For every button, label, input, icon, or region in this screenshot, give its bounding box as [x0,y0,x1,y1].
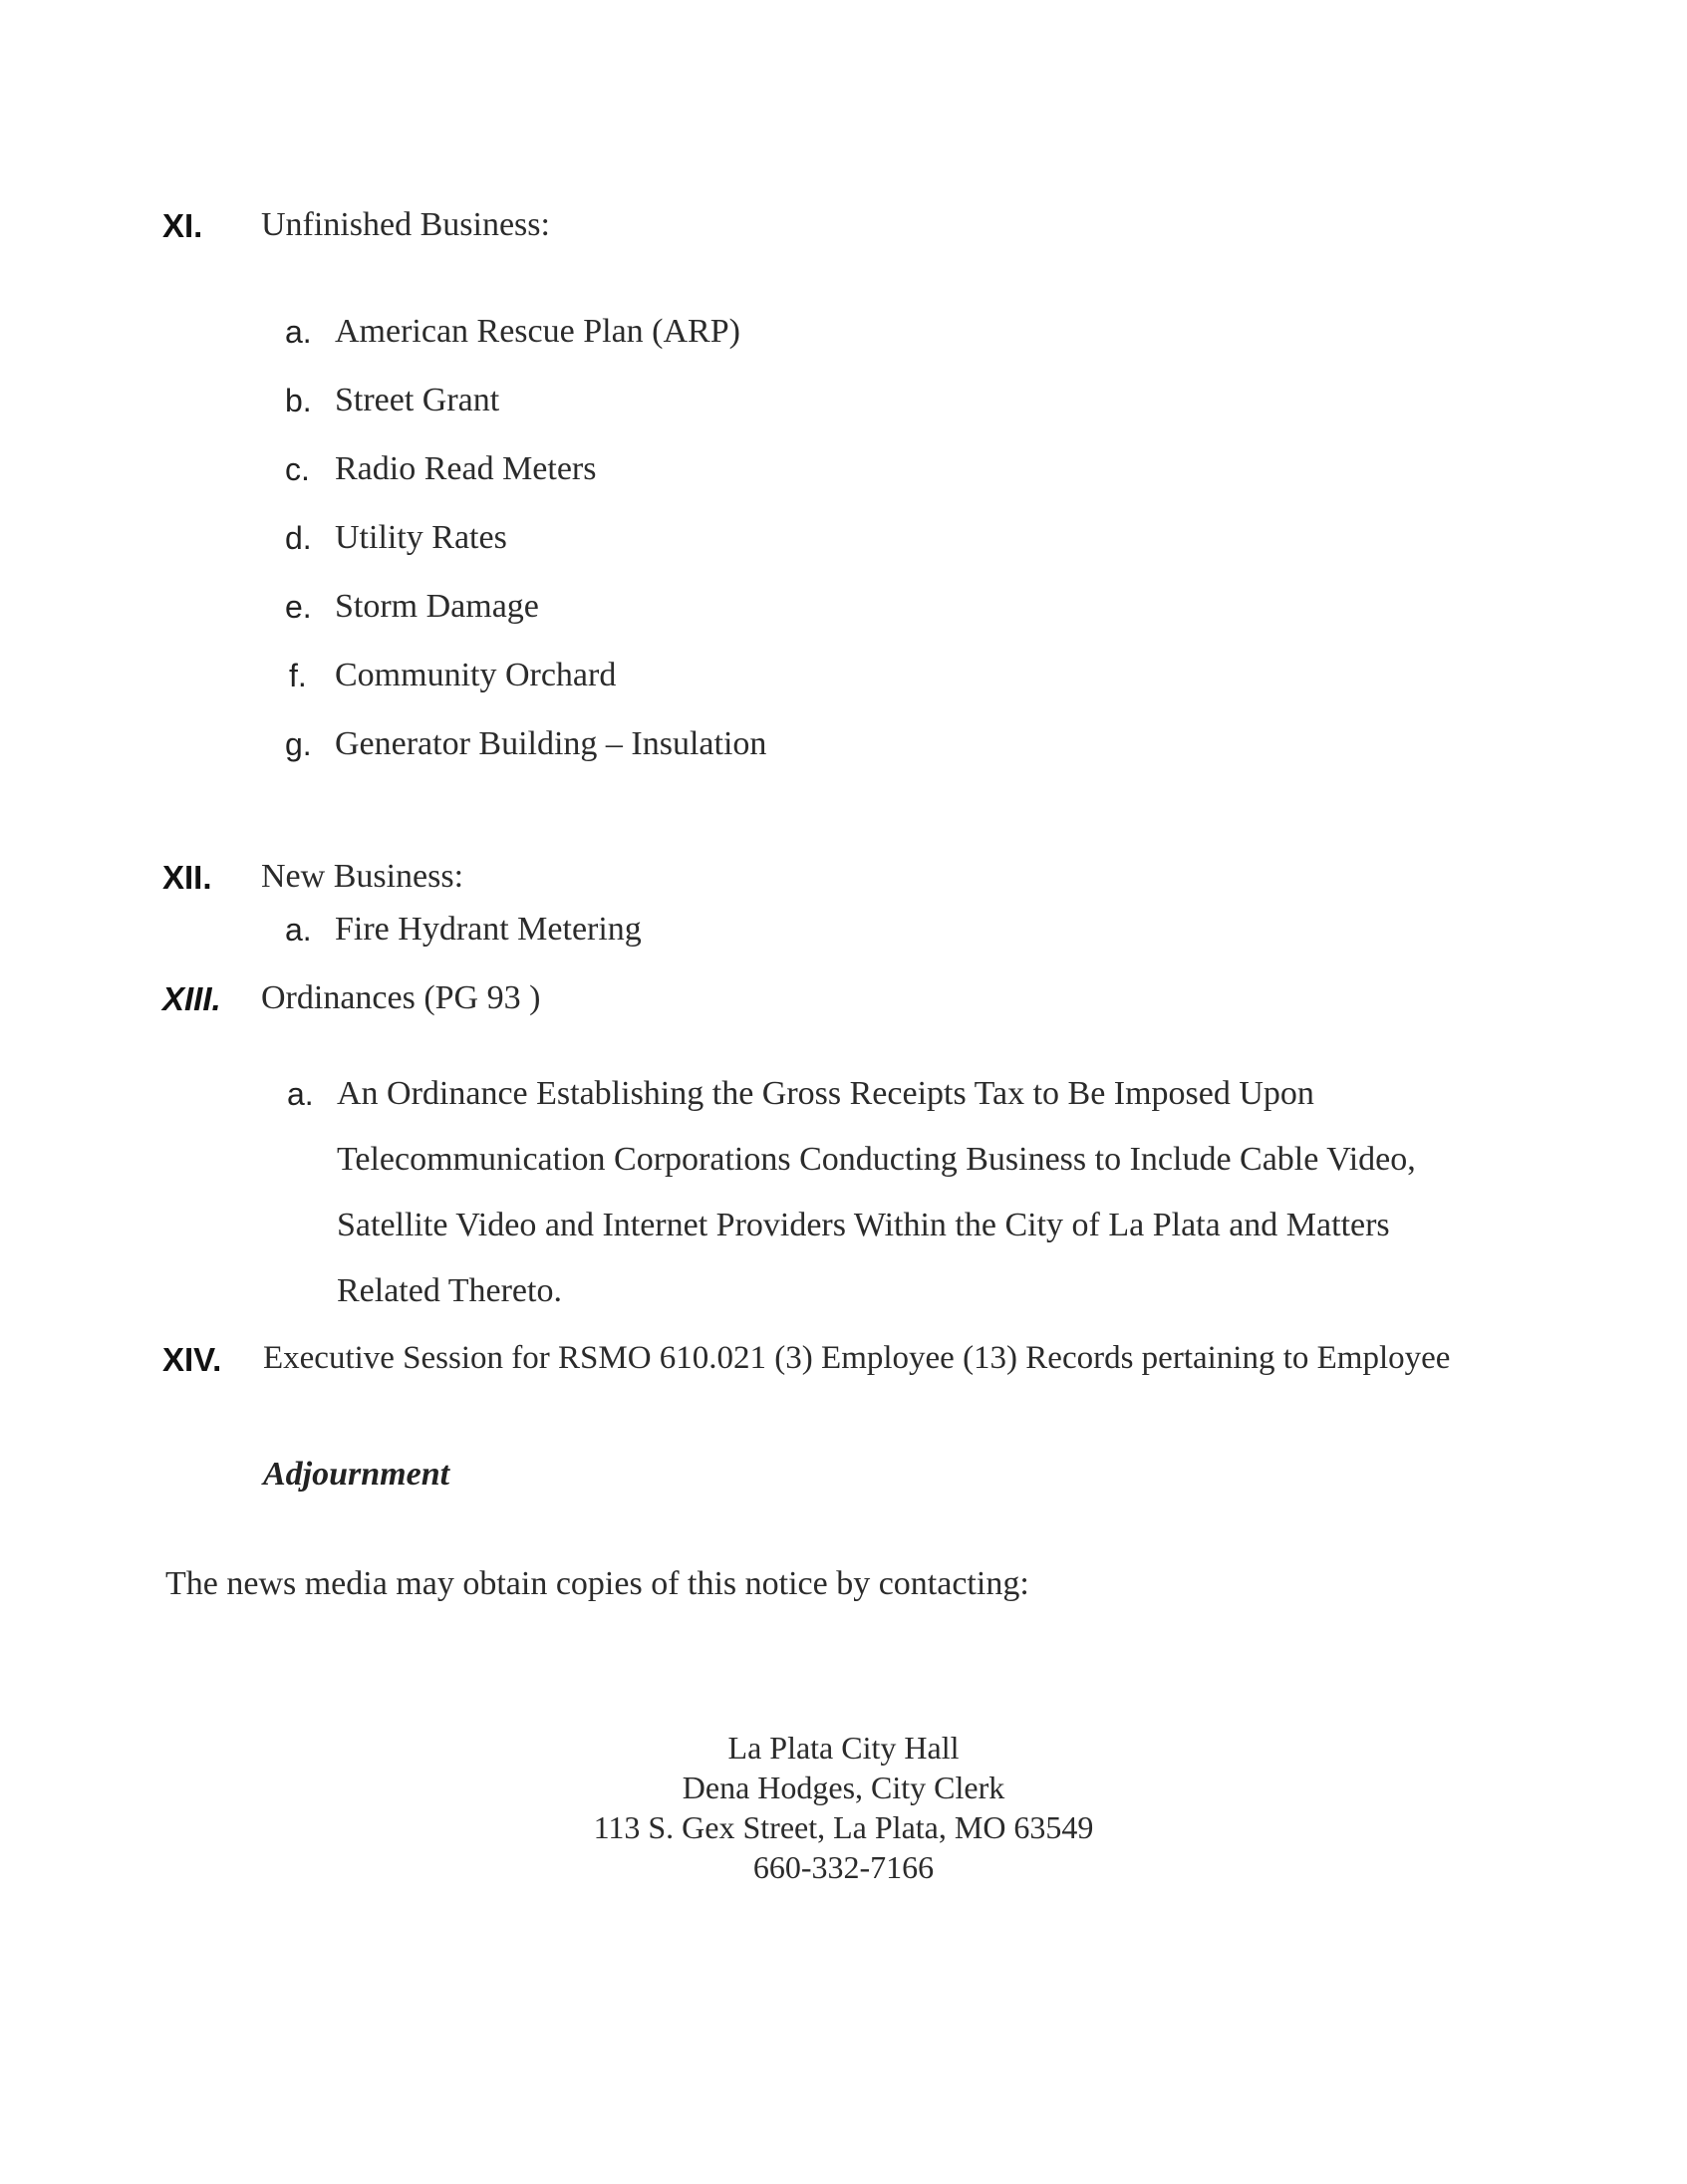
item-storm-damage: Storm Damage [335,588,539,625]
item-letter: c. [285,451,310,487]
adjournment-heading: Adjournment [263,1456,450,1493]
item-letter: f. [289,658,307,693]
contact-clerk: Dena Hodges, City Clerk [682,1770,1005,1805]
contact-address: 113 S. Gex Street, La Plata, MO 63549 [593,1809,1094,1845]
news-media-notice: The news media may obtain copies of this notice by contacting: [165,1565,1029,1602]
ordinance-line-3: Satellite Video and Internet Providers Within the City of La Plata and Matters [337,1207,1390,1243]
ordinance-line-4: Related Thereto. [337,1272,562,1309]
section-heading-unfinished-business: Unfinished Business: [261,206,550,243]
item-community-orchard: Community Orchard [335,657,617,693]
item-letter: g. [285,726,312,762]
section-heading-ordinances: Ordinances (PG 93 ) [261,979,541,1016]
item-american-rescue-plan: American Rescue Plan (ARP) [335,313,740,350]
section-numeral-xi: XI. [162,207,203,244]
item-letter: a. [287,1076,314,1112]
item-letter: a. [285,314,312,350]
item-street-grant: Street Grant [335,382,500,418]
item-utility-rates: Utility Rates [335,519,507,556]
ordinance-line-1: An Ordinance Establishing the Gross Receipts Tax to Be Imposed Upon [337,1075,1314,1112]
item-radio-read-meters: Radio Read Meters [335,450,597,487]
section-numeral-xiii: XIII. [162,980,221,1017]
item-letter: d. [285,520,312,556]
contact-phone: 660-332-7166 [752,1849,935,1885]
item-generator-building: Generator Building – Insulation [335,725,767,762]
section-heading-executive-session: Executive Session for RSMO 610.021 (3) Employee (13) Records pertaining to Employee [263,1340,1451,1376]
item-fire-hydrant-metering: Fire Hydrant Metering [335,911,642,948]
ordinance-line-2: Telecommunication Corporations Conducting Business to Include Cable Video, [337,1141,1416,1178]
item-letter: a. [285,912,312,948]
item-letter: e. [285,589,312,625]
section-numeral-xiv: XIV. [162,1341,222,1378]
section-heading-new-business: New Business: [261,858,464,895]
item-letter: b. [285,383,312,418]
section-numeral-xii: XII. [162,859,212,896]
contact-name: La Plata City Hall [727,1730,960,1766]
